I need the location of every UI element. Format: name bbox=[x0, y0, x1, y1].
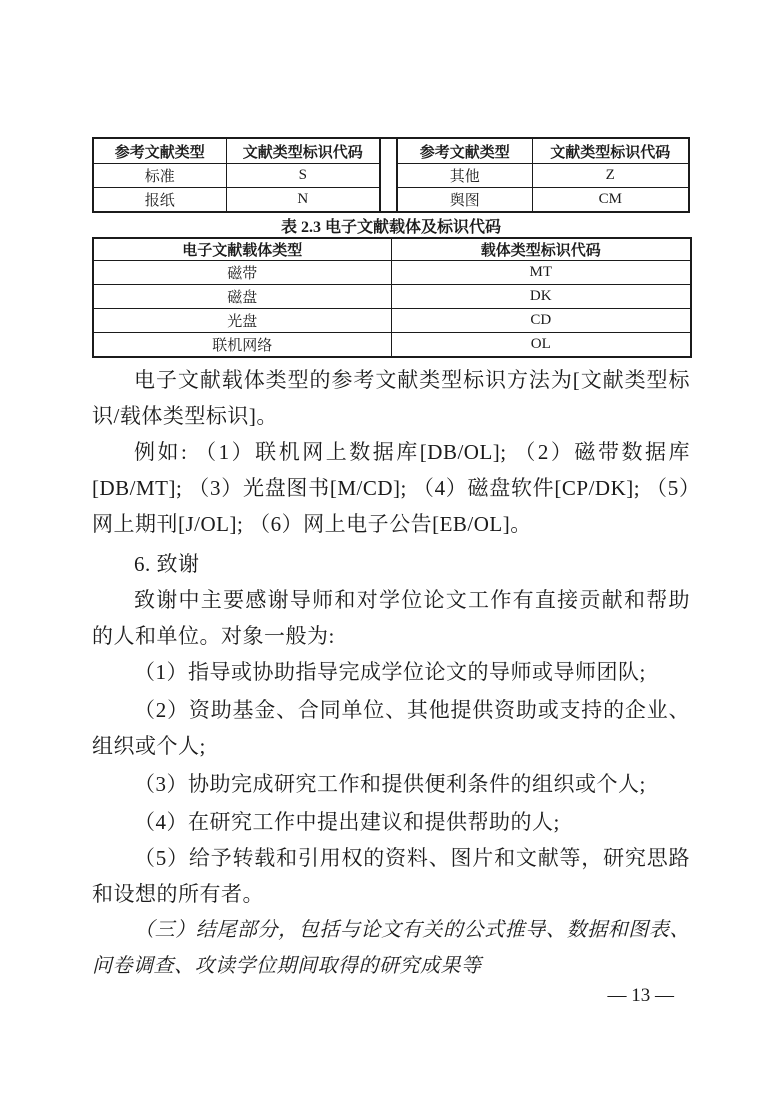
table-header-row bbox=[397, 138, 689, 164]
table-cell: S bbox=[226, 164, 380, 188]
list-item-1: （1）指导或协助指导完成学位论文的导师或导师团队; bbox=[134, 660, 646, 684]
list-item-2: （2）资助基金、合同单位、其他提供资助或支持的企业、组织或个人; bbox=[92, 698, 690, 758]
table-header-cell: 电子文献载体类型 bbox=[93, 238, 391, 261]
table-header-cell: 参考文献类型 bbox=[397, 138, 532, 164]
table-row bbox=[397, 164, 689, 188]
table-cell: CM bbox=[532, 188, 689, 213]
table-cell: 联机网络 bbox=[93, 333, 391, 358]
table-header-cell: 文献类型标识代码 bbox=[226, 138, 380, 164]
list-item-5: （5）给予转载和引用权的资料、图片和文献等，研究思路和设想的所有者。 bbox=[92, 846, 690, 906]
paragraph-examples: 例如: （1）联机网上数据库[DB/OL]; （2）磁带数据库[DB/MT]; （3）光盘图书[M/CD]; （4）磁盘软件[CP/DK]; （5）网上期刊[J/OL]; （6）网上电子公告[EB/OL]。 bbox=[92, 440, 690, 536]
page-content bbox=[92, 137, 690, 1006]
table-cell: 舆图 bbox=[397, 188, 532, 213]
table-header-cell: 参考文献类型 bbox=[93, 138, 226, 164]
table-cell: 磁带 bbox=[93, 261, 391, 285]
reference-type-code-table-right bbox=[396, 137, 690, 213]
table-cell: 其他 bbox=[397, 164, 532, 188]
table-cell: MT bbox=[391, 261, 691, 285]
list-item-4: （4）在研究工作中提出建议和提供帮助的人; bbox=[134, 810, 560, 834]
table-row bbox=[93, 261, 691, 285]
paragraph-carrier-note: 电子文献载体类型的参考文献类型标识方法为[文献类型标识/载体类型标识]。 bbox=[92, 368, 690, 428]
table-row bbox=[93, 309, 691, 333]
table-cell: 标准 bbox=[93, 164, 226, 188]
paragraph-ending-section: （三）结尾部分，包括与论文有关的公式推导、数据和图表、问卷调查、攻读学位期间取得的研究成果等 bbox=[92, 919, 690, 977]
table-cell: CD bbox=[391, 309, 691, 333]
table-header-cell: 载体类型标识代码 bbox=[391, 238, 691, 261]
carrier-code-table bbox=[92, 237, 692, 358]
table-cell: N bbox=[226, 188, 380, 213]
reference-type-code-table bbox=[92, 137, 690, 213]
table-cell: Z bbox=[532, 164, 689, 188]
table-cell: DK bbox=[391, 285, 691, 309]
table-cell: OL bbox=[391, 333, 691, 358]
table-header-row bbox=[93, 138, 380, 164]
table-cell: 磁盘 bbox=[93, 285, 391, 309]
reference-type-code-table-left bbox=[92, 137, 381, 213]
table-row bbox=[93, 164, 380, 188]
table-row bbox=[93, 333, 691, 358]
table-row bbox=[397, 188, 689, 213]
page-number: — 13 — bbox=[607, 985, 674, 1006]
table-row bbox=[93, 285, 691, 309]
table-cell: 光盘 bbox=[93, 309, 391, 333]
paragraph-acknowledgement-intro: 致谢中主要感谢导师和对学位论文工作有直接贡献和帮助的人和单位。对象一般为: bbox=[92, 588, 690, 648]
heading-acknowledgement: 6. 致谢 bbox=[134, 552, 200, 576]
table-row bbox=[93, 188, 380, 213]
table-header-cell: 文献类型标识代码 bbox=[532, 138, 689, 164]
table-2-3-caption: 表 2.3 电子文献载体及标识代码 bbox=[280, 219, 501, 236]
table-cell: 报纸 bbox=[93, 188, 226, 213]
table-gap-spacer bbox=[381, 137, 396, 213]
body-text bbox=[92, 362, 690, 984]
table-header-row bbox=[93, 238, 691, 261]
list-item-3: （3）协助完成研究工作和提供便利条件的组织或个人; bbox=[134, 772, 646, 796]
